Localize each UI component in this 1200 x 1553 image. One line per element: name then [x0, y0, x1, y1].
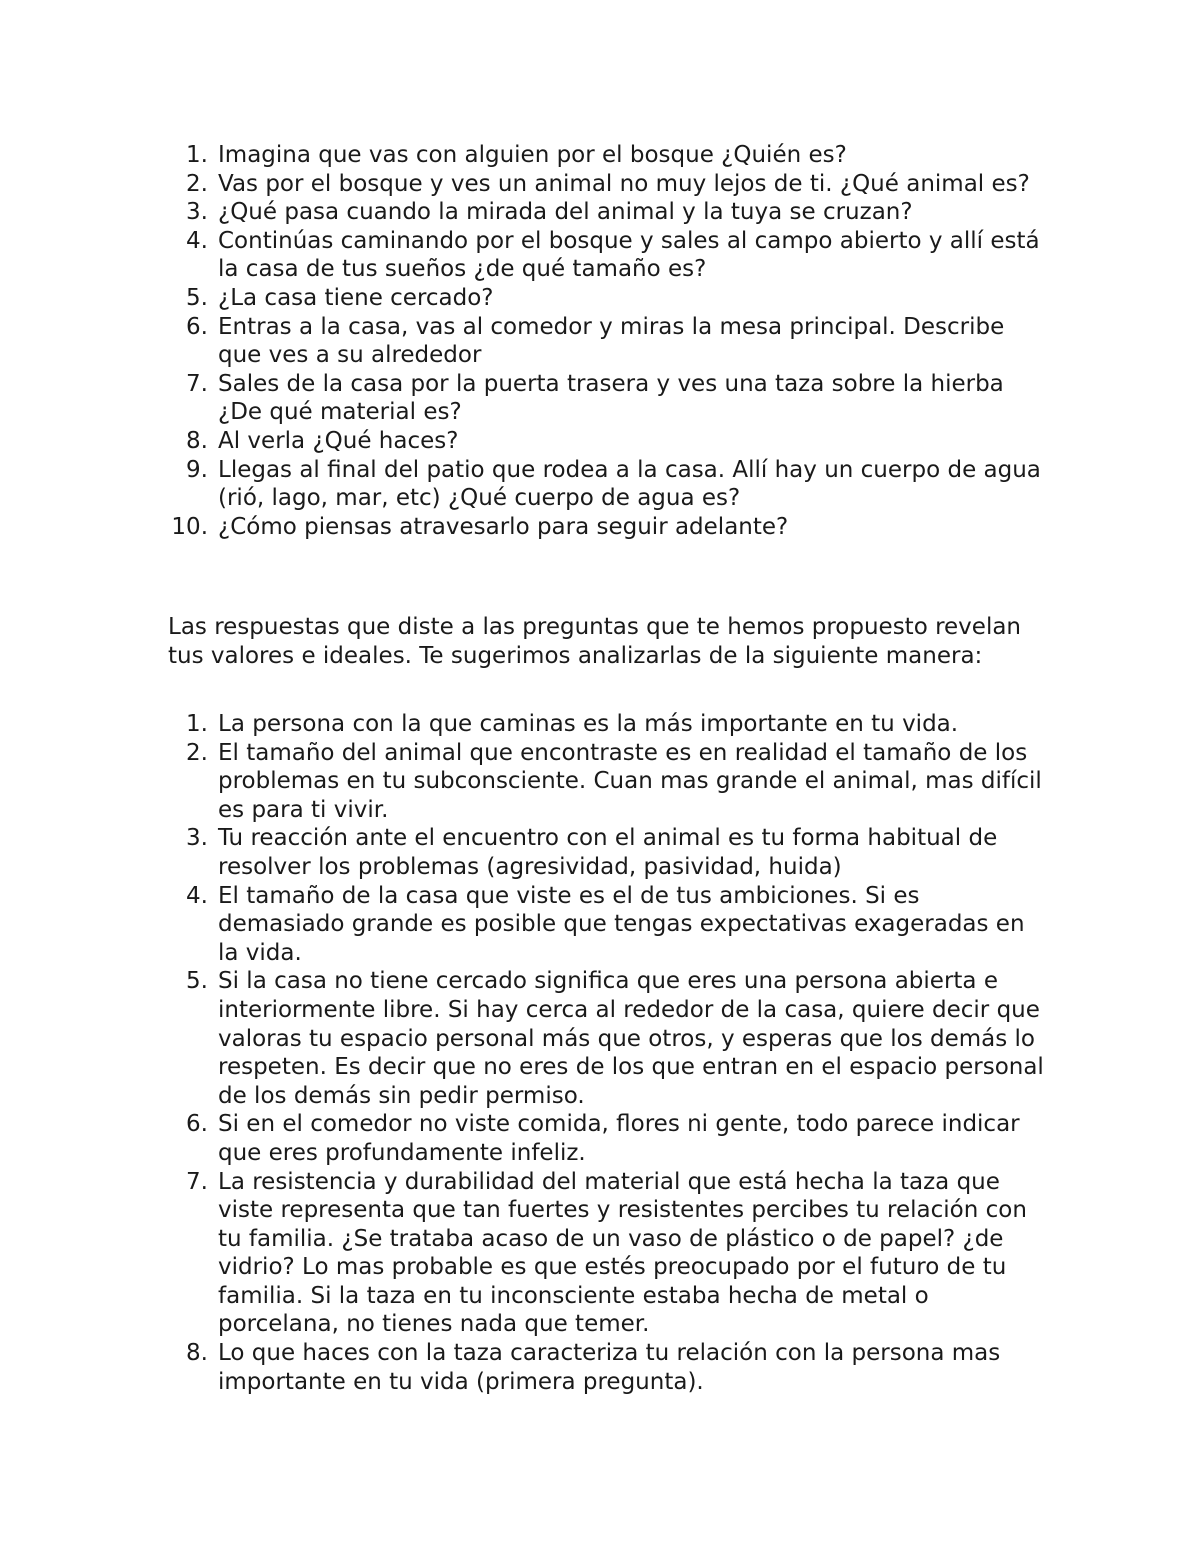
answer-text: Lo que haces con la taza caracteriza tu relación con la persona mas importante en tu vida (primera pregunta). — [218, 1340, 1001, 1395]
question-item — [168, 198, 1048, 227]
answer-item — [168, 1339, 1048, 1396]
question-item — [168, 370, 1048, 427]
question-text: Llegas al final del patio que rodea a la casa. Allí hay un cuerpo de agua (rió, lago, mar, etc) ¿Qué cuerpo de agua es? — [218, 456, 1041, 512]
answer-number: 8. — [186, 1340, 208, 1367]
answer-item — [168, 824, 1048, 881]
question-text: Al verla ¿Qué haces? — [218, 427, 459, 454]
intro-paragraph — [168, 613, 1048, 670]
question-text: Imagina que vas con alguien por el bosque ¿Quién es? — [218, 142, 847, 168]
answer-item — [168, 1110, 1048, 1167]
question-item — [168, 141, 1048, 170]
question-text: ¿Cómo piensas atravesarlo para seguir adelante? — [218, 513, 789, 540]
answer-number: 5. — [186, 968, 208, 995]
question-text: Sales de la casa por la puerta trasera y ves una taza sobre la hierba ¿De qué material es? — [218, 370, 1004, 426]
question-item — [168, 513, 1048, 542]
question-item — [168, 427, 1048, 456]
question-text: ¿La casa tiene cercado? — [218, 284, 494, 311]
question-text: Continúas caminando por el bosque y sales al campo abierto y allí está la casa de tus sueños ¿de qué tamaño es? — [218, 227, 1040, 283]
answer-text: El tamaño de la casa que viste es el de tus ambiciones. Si es demasiado grande es posible que tengas expectativas exageradas en la vida. — [218, 882, 1025, 966]
question-number: 4. — [186, 227, 208, 254]
answer-item — [168, 882, 1048, 968]
answer-number: 2. — [186, 739, 208, 766]
answer-item — [168, 967, 1048, 1110]
answer-number: 3. — [186, 825, 208, 852]
answer-number: 1. — [186, 711, 208, 737]
question-number: 1. — [186, 142, 208, 168]
answer-text: El tamaño del animal que encontraste es en realidad el tamaño de los problemas en tu subconsciente. Cuan mas grande el animal, mas difícil es para ti vivir. — [218, 739, 1042, 823]
question-number: 7. — [186, 370, 208, 397]
question-text: ¿Qué pasa cuando la mirada del animal y la tuya se cruzan? — [218, 199, 913, 226]
question-item — [168, 456, 1048, 513]
question-number: 9. — [186, 456, 208, 483]
answer-number: 6. — [186, 1111, 208, 1138]
answer-text: Si en el comedor no viste comida, flores ni gente, todo parece indicar que eres profundamente infeliz. — [218, 1111, 1020, 1166]
answer-text: Si la casa no tiene cercado significa que eres una persona abierta e interiormente libre. Si hay cerca al rededor de la casa, quiere decir que valoras tu espacio personal más que otros, y esperas que los demás lo respeten. Es decir que no eres de los que entran en el espacio personal de los demás sin pedir permiso. — [218, 968, 1044, 1109]
answer-item — [168, 739, 1048, 825]
answer-text: La resistencia y durabilidad del material que está hecha la taza que viste representa que tan fuertes y resistentes percibes tu relación con tu familia. ¿Se trataba acaso de un vaso de plástico o de papel? ¿de vidrio? Lo mas probable es que estés preocupado por el futuro de tu familia. Si la taza en tu inconsciente estaba hecha de metal o porcelana, no tienes nada que temer. — [218, 1168, 1027, 1338]
question-text: Vas por el bosque y ves un animal no muy lejos de ti. ¿Qué animal es? — [218, 170, 1030, 197]
question-item — [168, 227, 1048, 284]
answer-text: La persona con la que caminas es la más importante en tu vida. — [218, 711, 959, 737]
question-number: 2. — [186, 170, 208, 197]
answers-list — [168, 710, 1048, 1396]
question-text: Entras a la casa, vas al comedor y miras la mesa principal. Describe que ves a su alrededor — [218, 313, 1005, 369]
question-number: 3. — [186, 199, 208, 226]
question-number: 5. — [186, 284, 208, 311]
answer-item — [168, 1168, 1048, 1340]
questions-list — [168, 141, 1048, 541]
question-number: 8. — [186, 427, 208, 454]
answer-item — [168, 710, 1048, 739]
question-item — [168, 284, 1048, 313]
answer-number: 7. — [186, 1168, 208, 1195]
answer-number: 4. — [186, 882, 208, 909]
answer-text: Tu reacción ante el encuentro con el animal es tu forma habitual de resolver los problemas (agresividad, pasividad, huida) — [218, 825, 998, 880]
question-number: 6. — [186, 313, 208, 340]
question-item — [168, 313, 1048, 370]
question-number: 10. — [171, 513, 208, 540]
intro-text: Las respuestas que diste a las preguntas que te hemos propuesto revelan tus valores e ideales. Te sugerimos analizarlas de la siguiente manera: — [168, 614, 1022, 669]
question-item — [168, 170, 1048, 199]
